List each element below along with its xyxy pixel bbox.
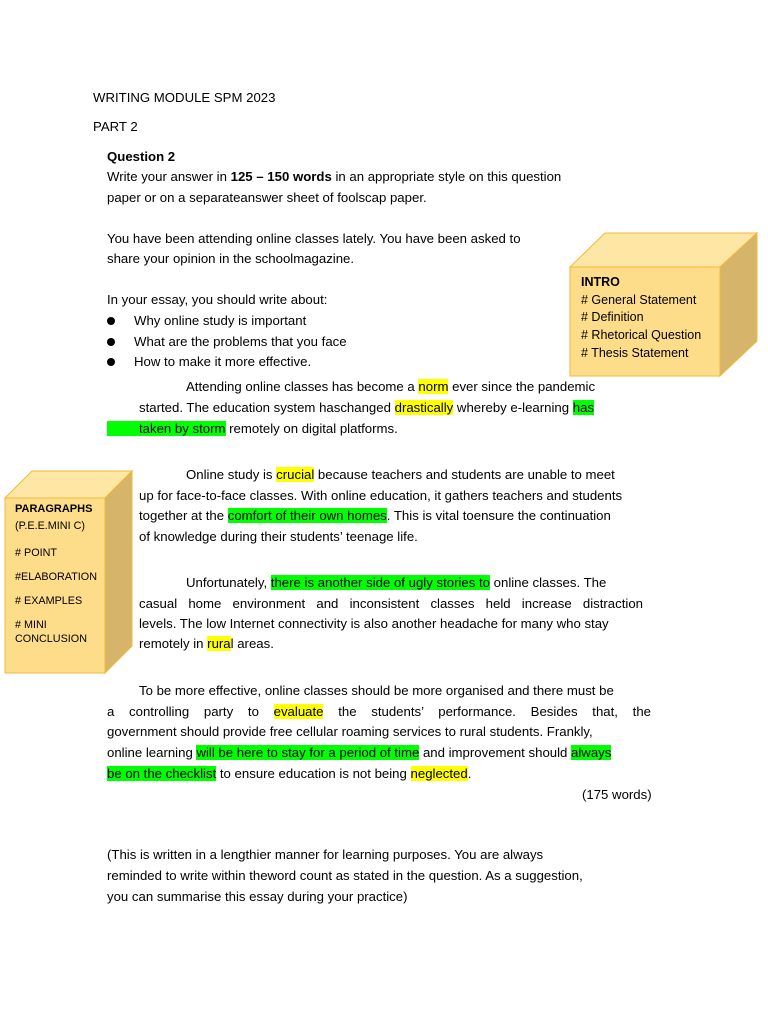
- instruction-post: in an appropriate style on this question: [331, 169, 562, 184]
- text-run: Attending online classes has become a: [186, 379, 419, 394]
- paragraph-box-title-text: PARAGRAPHS: [15, 503, 93, 515]
- note-line-2: reminded to write within theword count as stated in the question. As a suggestion,: [107, 868, 583, 883]
- essay-p2-line-4: of knowledge during their students’ teenage life.: [139, 529, 418, 544]
- intro-note-box: [570, 232, 758, 378]
- highlight-yellow: neglected: [410, 766, 468, 781]
- text-run: started. The education system haschanged: [139, 400, 395, 415]
- essay-p2-line-1: [186, 465, 615, 486]
- essay-p4-line-2: [107, 702, 651, 723]
- essay-p3-line-1: [186, 573, 606, 594]
- text-run: ever since the pandemic: [448, 379, 596, 394]
- highlight-yellow: crucial: [276, 467, 315, 482]
- text-run: Unfortunately,: [186, 575, 271, 590]
- text-run: and improvement should: [419, 745, 572, 760]
- text-run: because teachers and students are unable to meet: [314, 467, 615, 482]
- essay-prompt: In your essay, you should write about:: [107, 292, 328, 307]
- bullet-icon: [107, 317, 115, 325]
- essay-p1-line-3: [107, 419, 398, 440]
- text-run: together at the: [139, 508, 228, 523]
- text-run: whereby e-learning: [453, 400, 573, 415]
- paragraph-box-title: [15, 500, 92, 518]
- paragraph-box-item: # POINT: [15, 547, 57, 559]
- highlight-yellow: rura: [207, 636, 231, 651]
- essay-p4-line-3: government should provide free cellular roaming services to rural students. Frankly,: [107, 724, 593, 739]
- highlight-green: be on the checklist: [107, 766, 217, 781]
- intro-box-title: [581, 273, 620, 291]
- intro-box-item: # General Statement: [581, 293, 697, 307]
- text-run: a controlling party to: [107, 704, 274, 719]
- essay-p4-line-5: [107, 764, 471, 785]
- essay-p2-line-3: [139, 506, 611, 527]
- text-run: online learning: [107, 745, 197, 760]
- highlight-green: always: [571, 745, 612, 760]
- text-run: the students’ performance. Besides that, the: [323, 704, 651, 719]
- context-line-2: share your opinion in the schoolmagazine.: [107, 251, 355, 266]
- note-line-3: you can summarise this essay during your practice): [107, 889, 408, 904]
- essay-p1-line-1: [186, 377, 595, 398]
- highlight-yellow: drastically: [394, 400, 454, 415]
- essay-p3-line-4: [139, 634, 274, 655]
- bullet-icon: [107, 338, 115, 346]
- bullet-icon: [107, 358, 115, 366]
- highlight-green: comfort of their own homes: [227, 508, 387, 523]
- note-line-1: (This is written in a lengthier manner for learning purposes. You are always: [107, 847, 544, 862]
- essay-p4-line-1: To be more effective, online classes should be more organised and there must be: [139, 683, 614, 698]
- context-line-1: You have been attending online classes lately. You have been asked to: [107, 231, 521, 246]
- bullet-text: How to make it more effective.: [134, 354, 312, 370]
- part-label: PART 2: [93, 119, 138, 134]
- instruction-line-1: [107, 167, 561, 188]
- instruction-word-range: 125 – 150 words: [230, 169, 332, 184]
- text-run: online classes. The: [489, 575, 607, 590]
- essay-p4-line-4: [107, 743, 611, 764]
- paragraph-box-item: # EXAMPLES: [15, 595, 83, 607]
- instruction-line-2: paper or on a separateanswer sheet of foolscap paper.: [107, 190, 427, 205]
- essay-p1-line-2: [139, 398, 594, 419]
- text-run: Online study is: [186, 467, 277, 482]
- paragraph-box-item: CONCLUSION: [15, 633, 87, 645]
- instruction-pre: Write your answer in: [107, 169, 231, 184]
- intro-box-item: # Definition: [581, 310, 644, 324]
- text-run: remotely in: [139, 636, 208, 651]
- intro-box-item: # Rhetorical Question: [581, 328, 702, 342]
- intro-box-item: # Thesis Statement: [581, 346, 689, 360]
- paragraph-box-subtitle: (P.E.E.MINI C): [15, 520, 85, 532]
- essay-p3-line-3: levels. The low Internet connectivity is also another headache for many who stay: [139, 616, 609, 631]
- text-run: to ensure education is not being: [216, 766, 411, 781]
- highlight-yellow: norm: [418, 379, 449, 394]
- word-count: (175 words): [582, 787, 652, 802]
- highlight-green: there is another side of ugly stories to: [270, 575, 490, 590]
- highlight-green: will be here to stay for a period of time: [196, 745, 420, 760]
- text-run: remotely on digital platforms.: [225, 421, 398, 436]
- bullet-text: What are the problems that you face: [134, 333, 347, 349]
- bullet-text: Why online study is important: [134, 313, 307, 328]
- paragraph-box-item: #ELABORATION: [15, 571, 97, 583]
- essay-p3-line-2: casual home environment and inconsistent classes held increase distraction: [139, 596, 643, 611]
- highlight-yellow: evaluate: [273, 704, 324, 719]
- text-run: l areas.: [230, 636, 274, 651]
- intro-box-title-text: INTRO: [581, 275, 620, 289]
- question-label-text: Question 2: [107, 149, 176, 164]
- document-title: WRITING MODULE SPM 2023: [93, 90, 276, 105]
- text-run: . This is vital toensure the continuation: [386, 508, 611, 523]
- highlight-green: taken by storm: [107, 421, 226, 436]
- highlight-green: has: [572, 400, 595, 415]
- essay-p2-line-2: up for face-to-face classes. With online education, it gathers teachers and students: [139, 488, 623, 503]
- text-run: .: [467, 766, 472, 781]
- paragraph-note-box: [5, 470, 133, 675]
- question-label: [107, 147, 175, 168]
- paragraph-box-item: # MINI: [15, 619, 47, 631]
